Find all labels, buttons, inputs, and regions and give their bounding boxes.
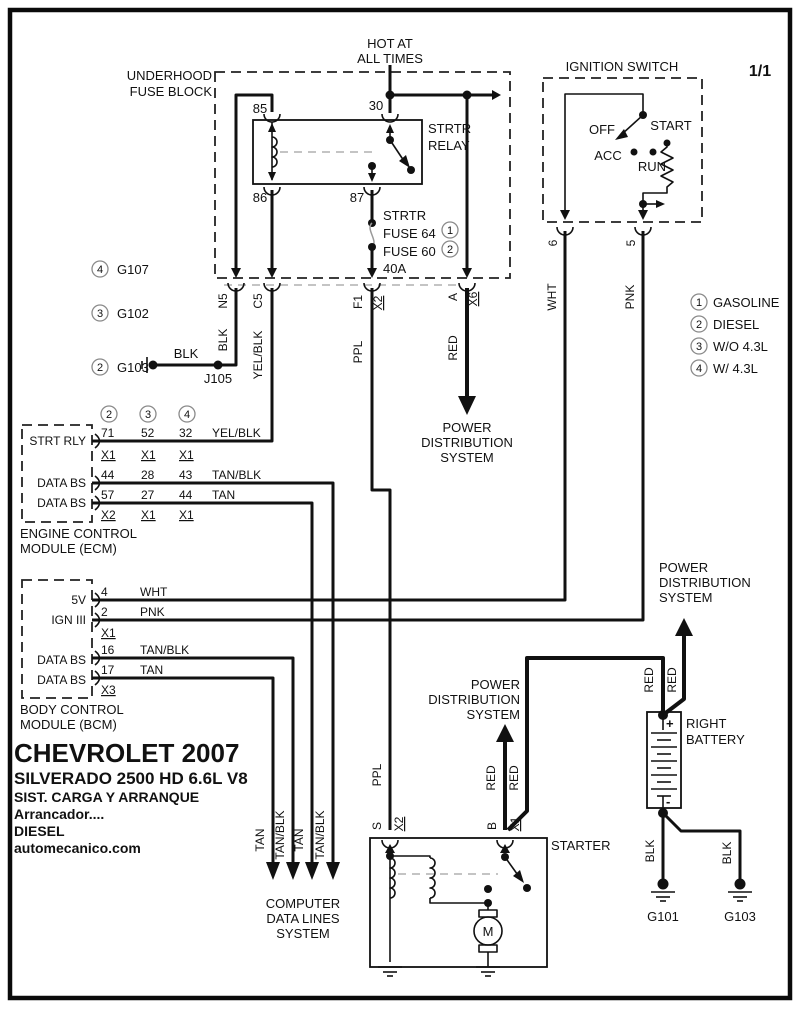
legend-num: 4: [695, 363, 703, 375]
ground-g103: G103: [117, 360, 149, 375]
down-arrow-icon: [638, 210, 648, 220]
pin-number: 17: [101, 663, 115, 677]
ground-note: 2: [96, 362, 104, 374]
pin-number: 16: [101, 643, 115, 657]
down-arrow-icon: [462, 268, 472, 278]
ignition-outline: [543, 78, 702, 222]
wire-color: YEL/BLK: [251, 330, 265, 380]
pin-number: 71: [101, 426, 115, 440]
tan-wire-ecm: [92, 503, 312, 863]
underhood-fuse-block: [127, 36, 510, 310]
legend-num: 2: [695, 319, 703, 331]
page-number: 1/1: [748, 63, 772, 80]
legend: [691, 294, 780, 376]
position-off: OFF: [589, 122, 615, 137]
wire-color: WHT: [545, 283, 559, 311]
title-subsystem: Arrancador....: [14, 806, 105, 822]
ground-note: 4: [96, 264, 104, 276]
wire-color: PNK: [140, 605, 165, 619]
fuse-label: FUSE 60: [383, 244, 436, 259]
down-arrow-icon: [268, 172, 276, 181]
splice-dot: [214, 361, 223, 370]
starter: [370, 816, 610, 976]
pds-label: SYSTEM: [466, 707, 520, 722]
right-battery: [642, 560, 756, 924]
title-system: SIST. CARGA Y ARRANQUE: [14, 789, 200, 805]
down-arrow-icon: [267, 268, 277, 278]
wire-color: BLK: [720, 841, 734, 865]
bcm-row-label: IGN III: [51, 613, 86, 627]
conn-x2: X2: [371, 295, 385, 311]
fuse-note: 2: [446, 244, 454, 256]
motor-m: M: [482, 924, 494, 939]
down-arrow-icon: [368, 173, 376, 182]
title-make-year: CHEVROLET 2007: [14, 738, 240, 768]
starter-b-feeds: [428, 658, 663, 830]
ground-g102: G102: [117, 306, 149, 321]
wire-color: RED: [507, 765, 521, 791]
conn-x2: X2: [392, 816, 406, 832]
fuse-label: FUSE 64: [383, 226, 436, 241]
conn-id: X1: [179, 508, 194, 522]
ignition-switch: [543, 59, 702, 246]
wire-color-labels: [216, 283, 637, 380]
battery-plates-icon: [651, 733, 677, 796]
wire-color: TAN/BLK: [273, 810, 287, 860]
body-control-module: [20, 580, 189, 732]
battery-name: RIGHT: [686, 716, 727, 731]
hot-at-label: HOT AT: [367, 36, 413, 51]
col-note: 2: [105, 409, 113, 421]
ground-g107: G107: [117, 262, 149, 277]
down-arrow-icon: [326, 862, 340, 880]
fuse-block-name: UNDERHOOD: [126, 68, 212, 83]
pds-label: POWER: [442, 420, 492, 435]
coil-branch: [390, 856, 430, 858]
battery-outline: [647, 712, 681, 808]
pin-number: 32: [179, 426, 193, 440]
ecm-row-label: DATA BS: [37, 496, 86, 510]
down-arrow-icon: [305, 862, 319, 880]
ecm-row-label: DATA BS: [37, 476, 86, 490]
ground-g103-label: G103: [724, 909, 756, 924]
up-arrow-icon: [675, 618, 693, 636]
right-arrow-icon: [492, 90, 501, 100]
brush-icon: [479, 945, 497, 952]
legend-num: 3: [695, 341, 703, 353]
ground-dot: [658, 879, 669, 890]
fuse-label: STRTR: [383, 208, 427, 223]
contact-dot: [650, 149, 657, 156]
pin-number: 57: [101, 488, 115, 502]
pin-number: 2: [101, 605, 108, 619]
legend-num: 1: [695, 297, 703, 309]
brush-icon: [479, 910, 497, 917]
title-block: [14, 738, 248, 856]
conn-x1: X1: [508, 816, 522, 832]
fuse-label: 40A: [383, 261, 407, 276]
col-note: 4: [183, 409, 191, 421]
bcm-row-label: 5V: [71, 593, 86, 607]
ecm-name: ENGINE CONTROL: [20, 526, 138, 541]
battery-plus: +: [666, 716, 674, 731]
ground-note: 3: [96, 308, 104, 320]
n5-wire: [236, 95, 272, 271]
battery-minus: -: [666, 794, 671, 809]
up-arrow-icon: [386, 124, 394, 133]
pds-label: SYSTEM: [440, 450, 494, 465]
ecm-row-label: STRT RLY: [29, 434, 86, 448]
wire-color: BLK: [216, 328, 230, 352]
fuse-note: 1: [446, 225, 454, 237]
title-model: SILVERADO 2500 HD 6.6L V8: [14, 769, 248, 788]
battery-name: BATTERY: [686, 732, 745, 747]
bcm-name: BODY CONTROL: [20, 702, 124, 717]
ground-g101-label: G101: [647, 909, 679, 924]
relay-contact-dot: [407, 166, 415, 174]
bcm-name: MODULE (BCM): [20, 717, 117, 732]
ppl-wire: [372, 288, 390, 830]
cdl-label: COMPUTER: [265, 896, 341, 911]
up-arrow-icon: [385, 844, 395, 853]
contact-dot: [484, 885, 492, 893]
wire-color: RED: [642, 667, 656, 693]
coil-to-motor-line: [430, 898, 488, 903]
wire-color: RED: [446, 335, 460, 361]
ground-dot: [735, 879, 746, 890]
conn-id: X1: [101, 448, 116, 462]
wire-color: TAN/BLK: [212, 468, 262, 482]
pds-label: POWER: [470, 677, 520, 692]
fuse-block-name: FUSE BLOCK: [129, 84, 212, 99]
power-distribution-a: [421, 288, 513, 465]
conn-id: X2: [101, 508, 116, 522]
term-b: B: [485, 821, 499, 831]
wire-color: RED: [484, 765, 498, 791]
wire-color: PPL: [351, 340, 365, 364]
computer-data-lines: [253, 810, 340, 941]
right-arrow-icon: [656, 200, 665, 208]
down-arrow-icon: [231, 268, 241, 278]
wire-color: YEL/BLK: [212, 426, 261, 440]
contact-dot: [523, 884, 531, 892]
hot-at-label: ALL TIMES: [357, 51, 423, 66]
pds-label: DISTRIBUTION: [421, 435, 513, 450]
position-start: START: [650, 118, 692, 133]
conn-a: A: [446, 292, 460, 302]
title-fuel: DIESEL: [14, 823, 65, 839]
contact-dot: [631, 149, 638, 156]
conn-x6: X6: [466, 291, 480, 307]
wire-color: PNK: [623, 284, 637, 310]
term-s: S: [370, 821, 384, 831]
conn-pin6: 6: [546, 239, 560, 247]
pds-label: DISTRIBUTION: [659, 575, 751, 590]
relay-pin-85: 85: [252, 101, 268, 116]
down-arrow-icon: [458, 396, 476, 415]
conn-pin5: 5: [624, 239, 638, 247]
conn-id: X1: [141, 448, 156, 462]
down-arrow-icon: [266, 862, 280, 880]
down-arrow-icon: [286, 862, 300, 880]
conn-id: X3: [101, 683, 116, 697]
legend-text: GASOLINE: [713, 295, 780, 310]
arm-arrow-icon: [513, 870, 524, 883]
wire-color: WHT: [140, 585, 168, 599]
legend-text: DIESEL: [713, 317, 760, 332]
down-arrow-icon: [367, 268, 377, 278]
pin-number: 52: [141, 426, 155, 440]
wire-color: PPL: [370, 763, 384, 787]
splice-j105: J105: [203, 371, 233, 386]
conn-c5: C5: [251, 293, 265, 309]
ground-references: [92, 261, 236, 386]
pds-label: DISTRIBUTION: [428, 692, 520, 707]
position-acc: ACC: [594, 148, 622, 163]
relay-name: RELAY: [428, 138, 470, 153]
pin-number: 44: [101, 468, 115, 482]
wire-color: TAN: [140, 663, 164, 677]
hold-in-coil-icon: [430, 858, 435, 898]
position-run: RUN: [637, 159, 667, 174]
ecm-name: MODULE (ECM): [20, 541, 117, 556]
starter-title: STARTER: [551, 838, 611, 853]
wire-color: BLK: [643, 839, 657, 863]
relay-name: STRTR: [428, 121, 472, 136]
ignition-title: IGNITION SWITCH: [565, 59, 679, 74]
relay-pin-86: 86: [252, 190, 268, 205]
wire-color: TAN: [253, 828, 267, 852]
col-note: 3: [144, 409, 152, 421]
relay-pin-87: 87: [349, 190, 365, 205]
wire-color: BLK: [173, 346, 199, 361]
relay-pin-30: 30: [368, 98, 384, 113]
red-battery-wire: [508, 658, 663, 830]
bcm-row-label: DATA BS: [37, 673, 86, 687]
wire-color: TAN: [292, 828, 306, 852]
up-arrow-icon: [500, 844, 510, 853]
down-arrow-icon: [560, 210, 570, 220]
conn-f1: F1: [351, 294, 365, 310]
pin-number: 4: [101, 585, 108, 599]
conn-n5: N5: [216, 293, 230, 309]
conn-id: X1: [179, 448, 194, 462]
legend-text: W/O 4.3L: [713, 339, 768, 354]
pin-number: 28: [141, 468, 155, 482]
engine-control-module: [20, 406, 261, 556]
up-arrow-icon: [496, 724, 514, 742]
cdl-label: SYSTEM: [276, 926, 330, 941]
bcm-row-label: DATA BS: [37, 653, 86, 667]
pds-label: SYSTEM: [659, 590, 713, 605]
title-website: automecanico.com: [14, 840, 141, 856]
up-arrow-icon: [268, 123, 276, 132]
pds-label: POWER: [659, 560, 709, 575]
pin-number: 44: [179, 488, 193, 502]
cdl-label: DATA LINES: [266, 911, 340, 926]
wire-color: RED: [665, 667, 679, 693]
wire-color: TAN/BLK: [140, 643, 190, 657]
conn-id: X1: [141, 508, 156, 522]
pin-number: 43: [179, 468, 193, 482]
wht-wire: [92, 231, 565, 600]
wire-color: TAN/BLK: [313, 810, 327, 860]
conn-id: X1: [101, 626, 116, 640]
pin-number: 27: [141, 488, 155, 502]
wire-color: TAN: [212, 488, 236, 502]
legend-text: W/ 4.3L: [713, 361, 758, 376]
